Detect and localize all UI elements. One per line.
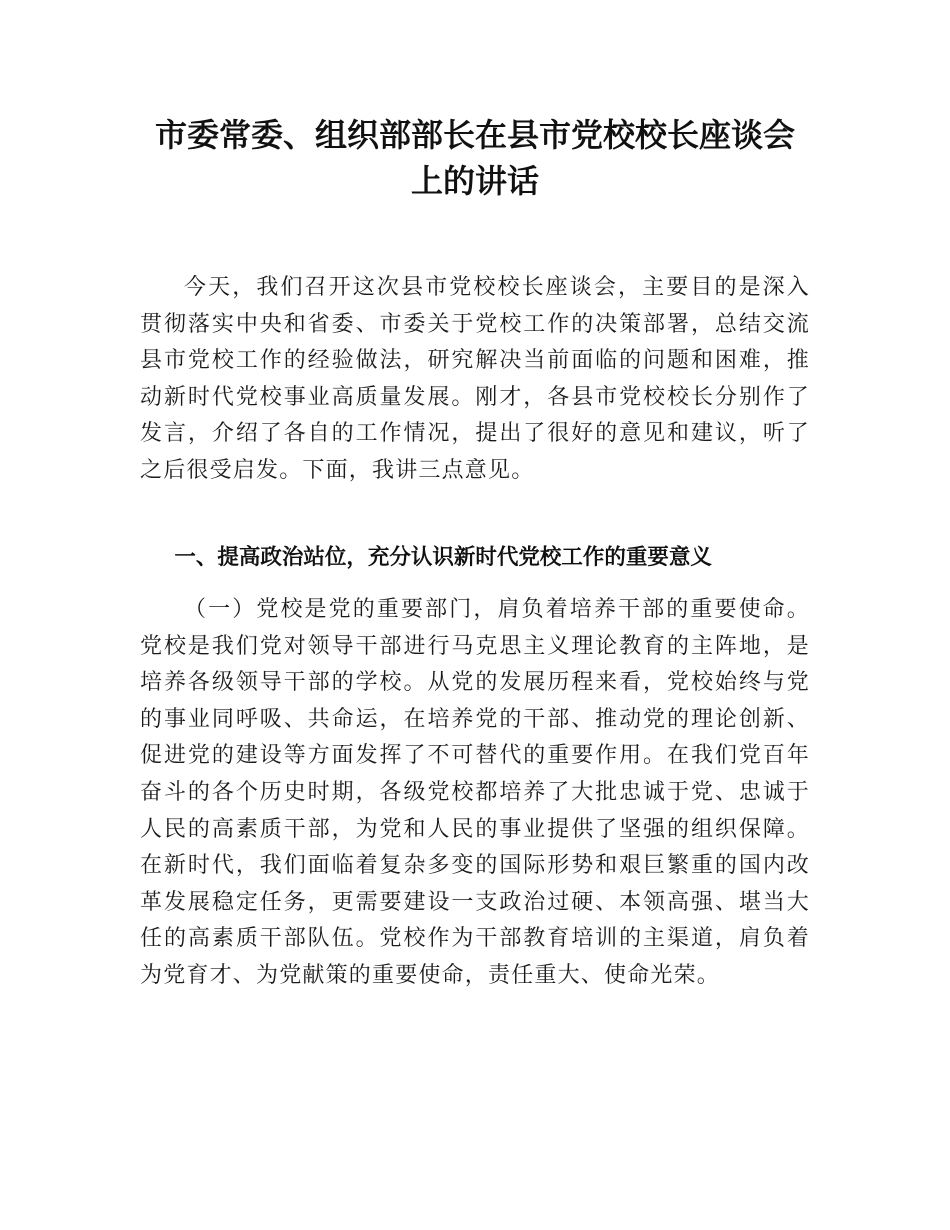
section-1-item-1-paragraph: （一）党校是党的重要部门，肩负着培养干部的重要使命。党校是我们党对领导干部进行马克思主义理论教育的主阵地，是培养各级领导干部的学校。从党的发展历程来看，党校始终与党的事业同呼吸、共命运，在培养党的干部、推动党的理论创新、促进党的建设等方面发挥了不可替代的重要作用。在我们党百年奋斗的各个历史时期，各级党校都培养了大批忠诚于党、忠诚于人民的高素质干部，为党和人民的事业提供了坚强的组织保障。在新时代，我们面临着复杂多变的国际形势和艰巨繁重的国内改革发展稳定任务，更需要建设一支政治过硬、本领高强、堪当大任的高素质干部队伍。党校作为干部教育培训的主渠道，肩负着为党育才、为党献策的重要使命，责任重大、使命光荣。: [140, 597, 810, 988]
document-title: 市委常委、组织部部长在县市党校校长座谈会上的讲话: [154, 116, 795, 200]
intro-paragraph: 今天，我们召开这次县市党校校长座谈会，主要目的是深入贯彻落实中央和省委、市委关于党校工作的决策部署，总结交流县市党校工作的经验做法，研究解决当前面临的问题和困难，推动新时代党校事业高质量发展。刚才，各县市党校校长分别作了发言，介绍了各自的工作情况，提出了很好的意见和建议，听了之后很受启发。下面，我讲三点意见。: [140, 275, 810, 483]
section-1-heading: 一、提高政治站位，充分认识新时代党校工作的重要意义: [174, 545, 712, 570]
